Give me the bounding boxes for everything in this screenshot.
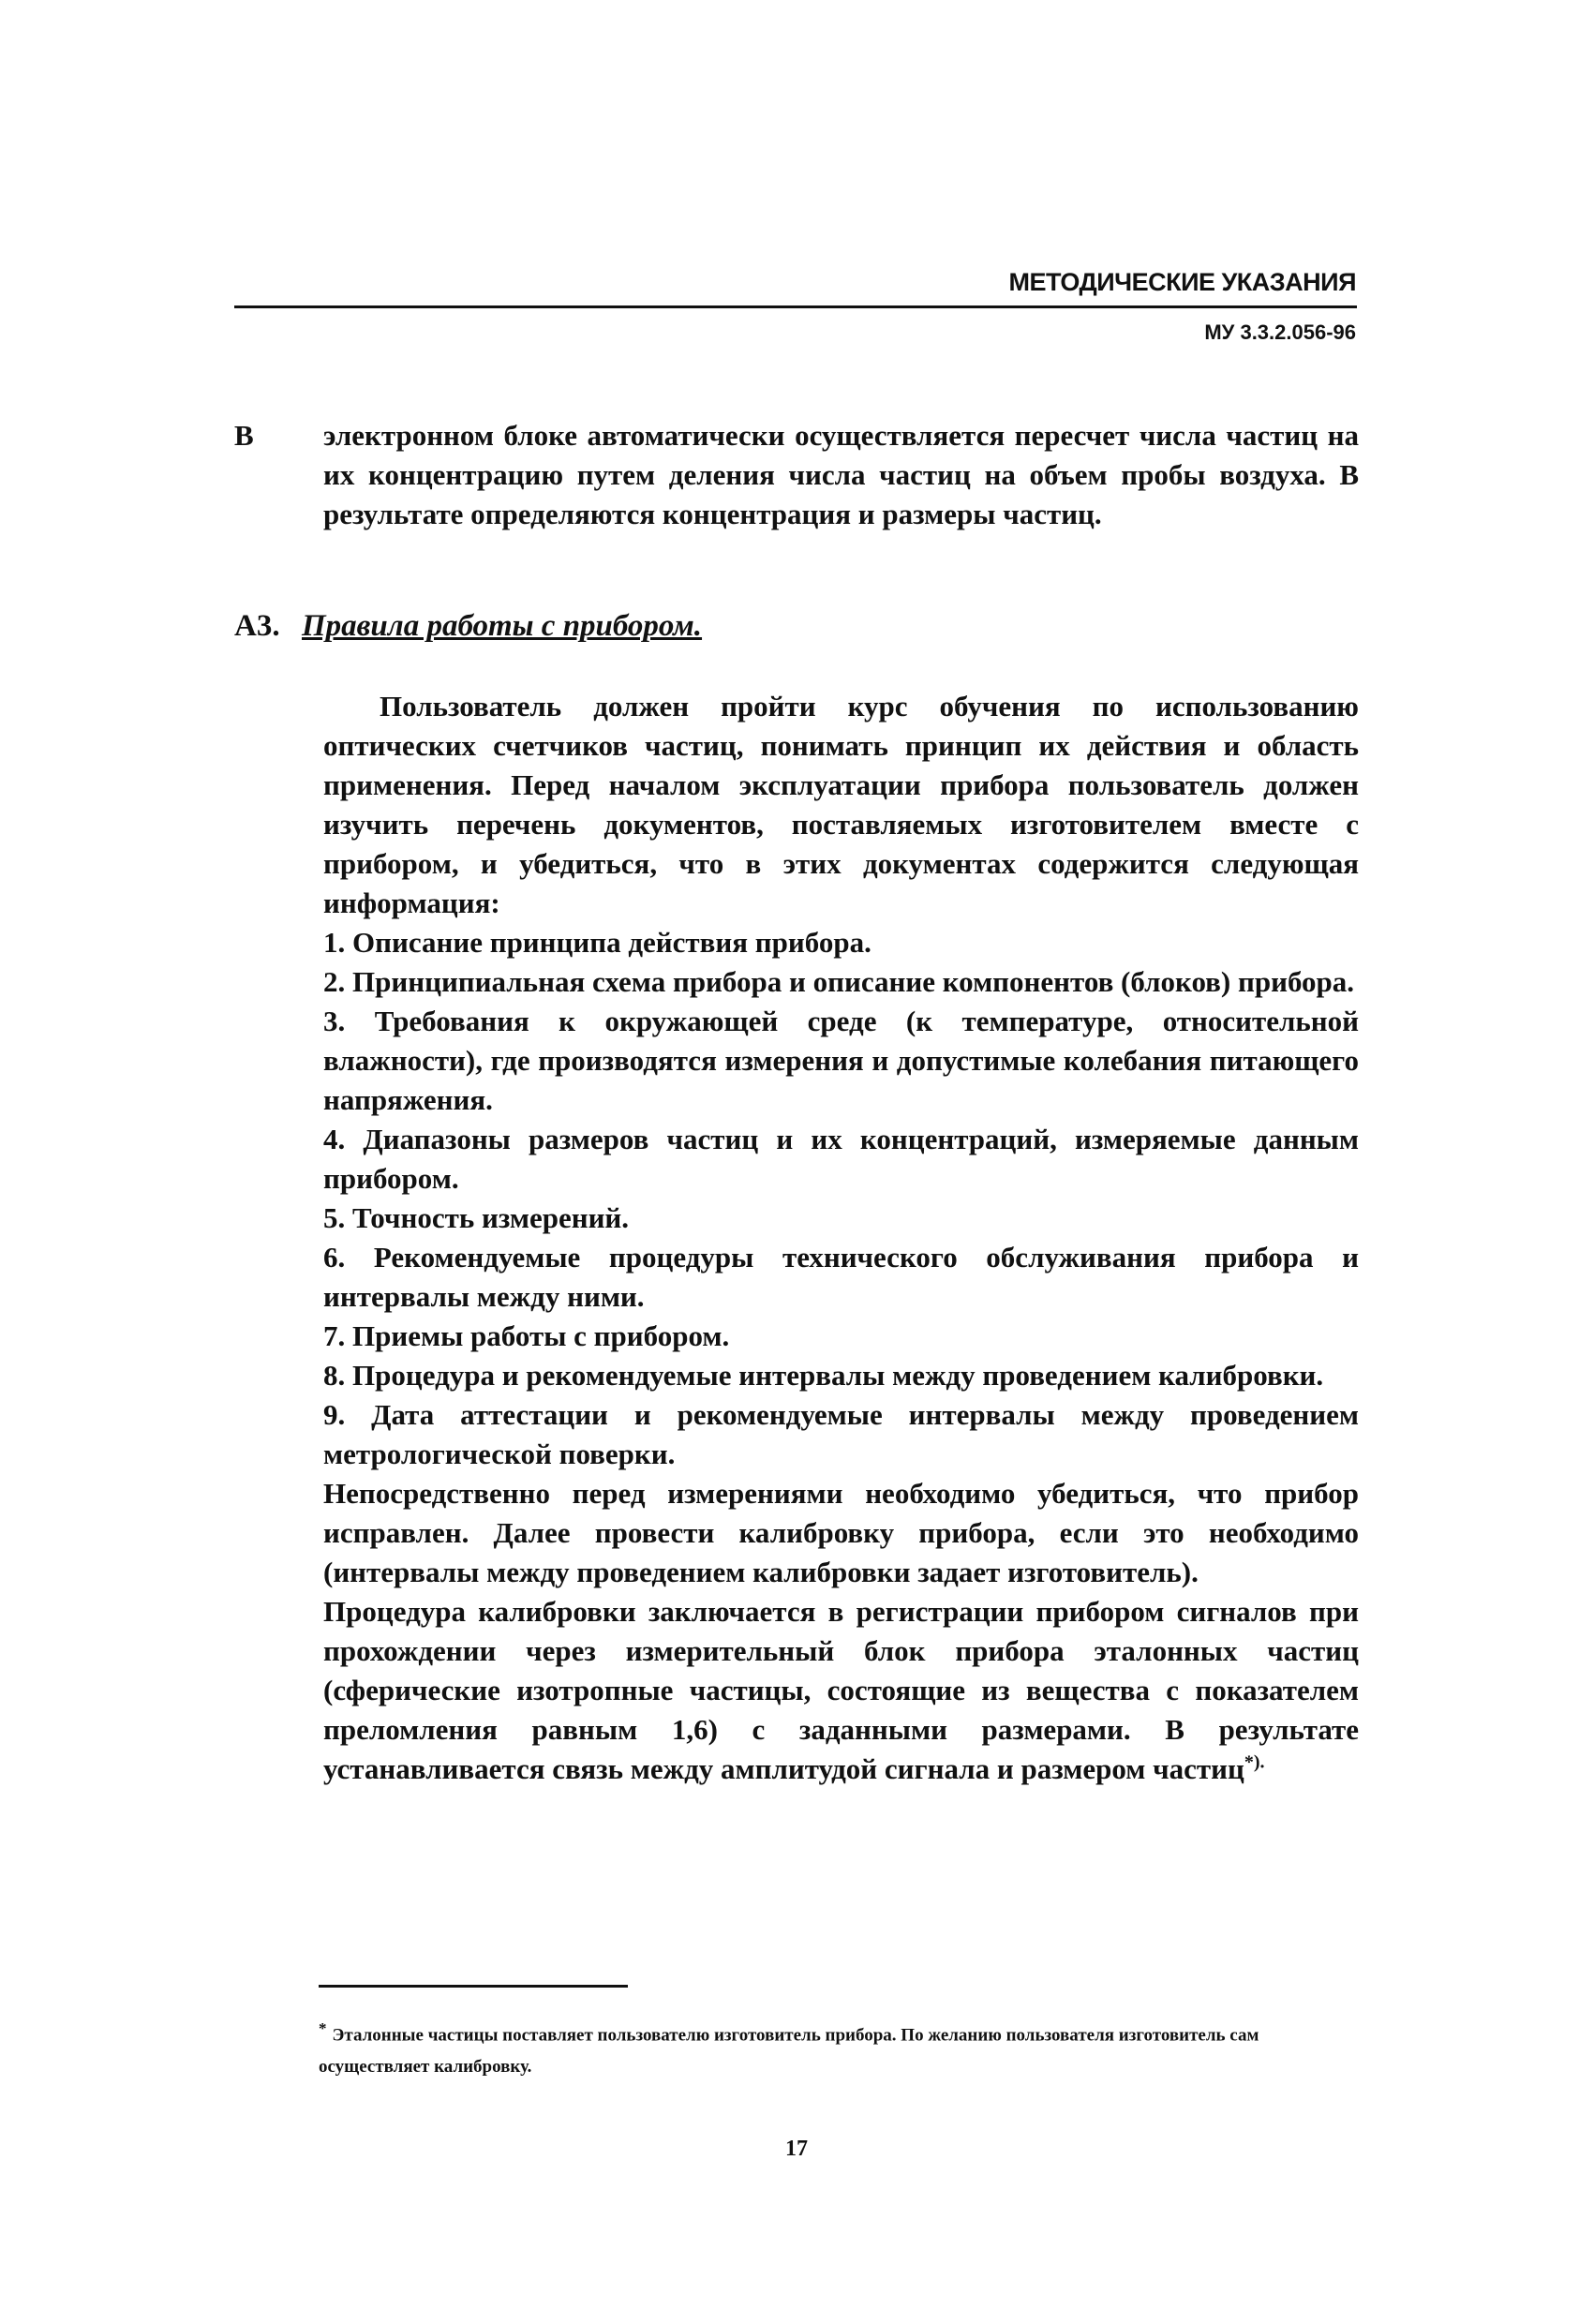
list-item: 9. Дата аттестации и рекомендуемые интервалы между проведением метрологической поверки. — [323, 1398, 1359, 1470]
intro-lead: В — [234, 419, 254, 452]
footnote-reference: *). — [1244, 1751, 1265, 1773]
footnote-text: Эталонные частицы поставляет пользователю изготовитель прибора. По желанию пользователя изготовитель сам осуществляет калибровку. — [319, 2025, 1259, 2078]
document-code: МУ 3.3.2.056-96 — [1204, 320, 1356, 344]
section-number: А3. — [234, 609, 280, 643]
page-number: 17 — [785, 2137, 808, 2161]
paragraph-requirements: Пользователь должен пройти курс обучения по использованию оптических счетчиков частиц, понимать принцип их действия и область применения. Перед началом эксплуатации прибора пользователь должен изучить перечень документов, поставляемых изготовителем вместе с прибором, и убедиться, что в этих документах содержится следующая информация: — [323, 690, 1359, 919]
list-item: 1. Описание принципа действия прибора. — [323, 926, 871, 959]
calibration-text: Процедура калибровки заключается в регистрации прибором сигналов при прохождении через измерительный блок прибора эталонных частиц (сферические изотропные частицы, состоящие из вещества с показателем преломления равным 1,6) с заданными размерами. В результате устанавливается связь между амплитудой сигнала и размером частиц — [323, 1595, 1359, 1785]
list-item: 6. Рекомендуемые процедуры технического обслуживания прибора и интервалы между ними. — [323, 1241, 1359, 1313]
section-body — [323, 687, 1359, 1789]
section-heading — [234, 609, 1359, 644]
header-title: МЕТОДИЧЕСКИЕ УКАЗАНИЯ — [1008, 268, 1356, 296]
list-item: 7. Приемы работы с прибором. — [323, 1319, 730, 1352]
footnote-divider — [319, 1985, 628, 1988]
paragraph-calibration — [323, 1592, 1359, 1789]
intro-text: электронном блоке автоматически осуществляется пересчет числа частиц на их концентрацию путем деления числа частиц на объем пробы воздуха. В результате определяются концентрация и размеры частиц. — [323, 419, 1359, 530]
list-item: 5. Точность измерений. — [323, 1201, 630, 1234]
list-item: 3. Требования к окружающей среде (к температуре, относительной влажности), где производятся измерения и допустимые колебания питающего напряжения. — [323, 1005, 1359, 1116]
list-item: 8. Процедура и рекомендуемые интервалы между проведением калибровки. — [323, 1359, 1324, 1392]
list-item: 2. Принципиальная схема прибора и описание компонентов (блоков) прибора. — [323, 965, 1355, 998]
section-title: Правила работы с прибором. — [302, 609, 703, 643]
intro-paragraph — [234, 416, 1359, 534]
footnote-mark: * — [319, 2019, 327, 2037]
paragraph-before-measurement: Непосредственно перед измерениями необходимо убедиться, что прибор исправлен. Далее провести калибровку прибора, если это необходимо (интервалы между проведением калибровки задает изготовитель). — [323, 1477, 1359, 1588]
list-item: 4. Диапазоны размеров частиц и их концентраций, измеряемые данным прибором. — [323, 1123, 1359, 1195]
footnote — [319, 2013, 1359, 2083]
header-divider — [234, 305, 1357, 308]
